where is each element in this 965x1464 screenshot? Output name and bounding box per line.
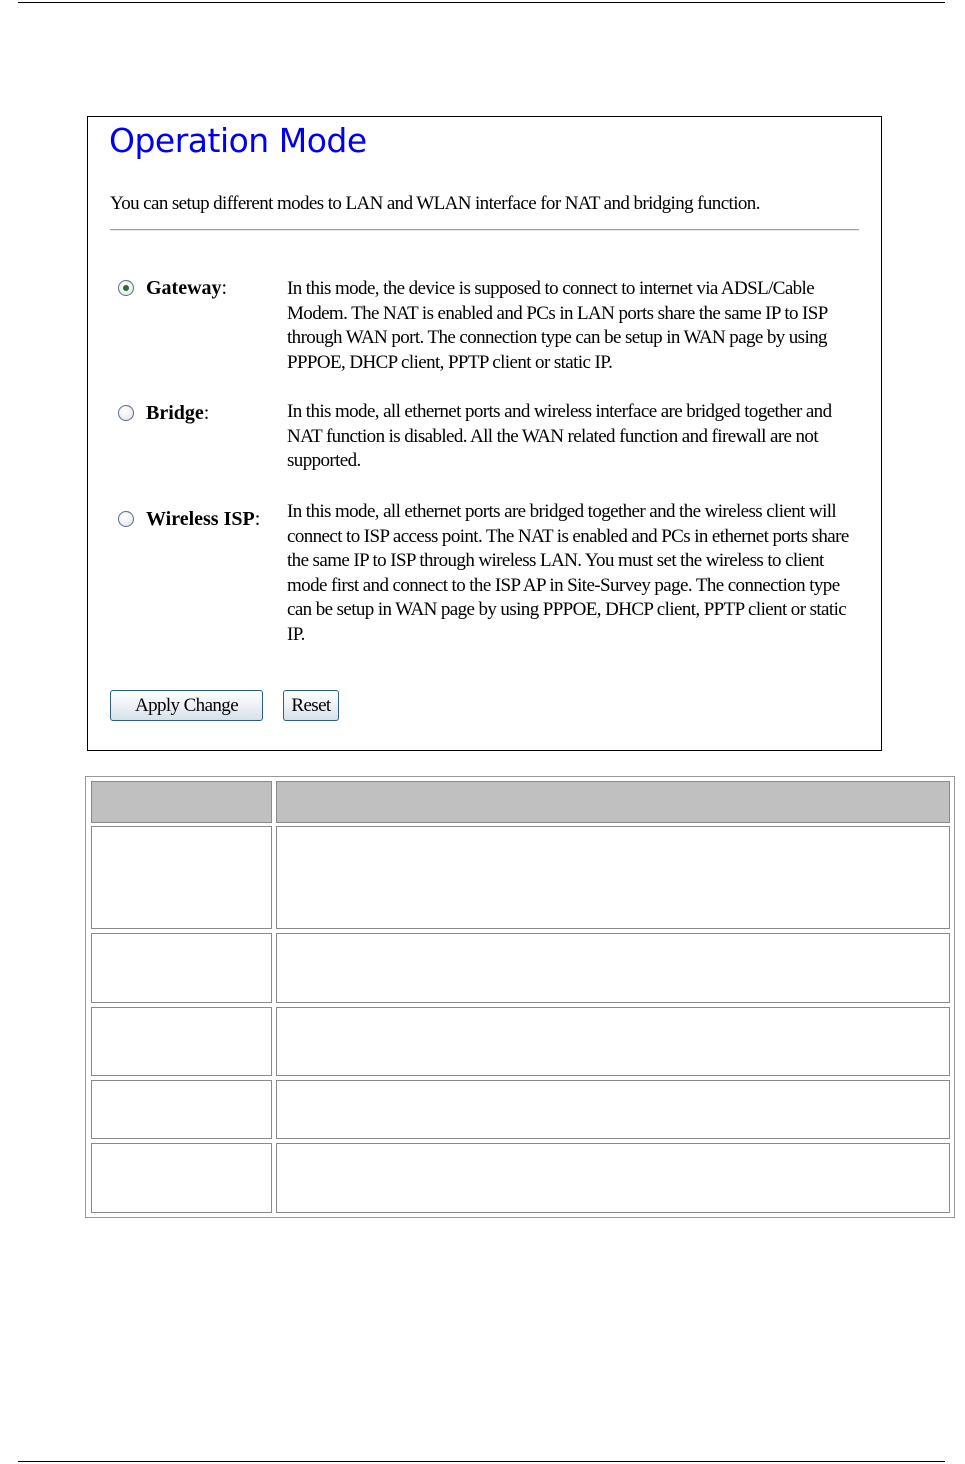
field-description-table (85, 776, 955, 1218)
table-cell-description (276, 826, 950, 929)
bridge-description: In this mode, all ethernet ports and wireless interface are bridged together and NAT function is disabled. All the WAN related function and firewall are not supported. (287, 401, 832, 471)
table-header-field (91, 781, 272, 823)
operation-mode-screenshot (87, 116, 882, 751)
wireless-isp-description: In this mode, all ethernet ports are bridged together and the wireless client will connect to ISP access point. The NAT is enabled and PCs in ethernet ports share the same IP to ISP through wireless LAN. You must set the wireless to client mode first and connect to the ISP AP in Site-Survey page. The connection type can be setup in WAN page by using PPPOE, DHCP client, PPTP client or static IP. (287, 501, 849, 645)
table-cell-description (276, 1080, 950, 1139)
table-header-description (276, 781, 950, 823)
page-bottom-rule (18, 1461, 945, 1462)
gateway-option[interactable] (118, 275, 298, 301)
page-top-rule (18, 2, 945, 3)
wireless-isp-radio[interactable] (118, 511, 134, 527)
table-cell-description (276, 1007, 950, 1076)
gateway-radio[interactable] (118, 280, 134, 296)
table-cell-field (91, 933, 272, 1003)
wireless-isp-label[interactable]: Wireless ISP: (146, 507, 261, 530)
table-cell-description (276, 933, 950, 1003)
page-title: Operation Mode (109, 121, 367, 160)
table-cell-description (276, 1143, 950, 1213)
gateway-label[interactable]: Gateway: (146, 276, 228, 299)
reset-button[interactable]: Reset (283, 690, 339, 721)
gateway-description: In this mode, the device is supposed to connect to internet via ADSL/Cable Modem. The NAT is enabled and PCs in LAN ports share the same IP to ISP through WAN port. The connection type can be setup in WAN page by using PPPOE, DHCP client, PPTP client or static IP. (287, 278, 828, 373)
apply-change-button[interactable]: Apply Change (110, 690, 263, 721)
intro-text: You can setup different modes to LAN and WLAN interface for NAT and bridging function. (110, 193, 760, 214)
table-cell-field (91, 1143, 272, 1213)
wireless-isp-option[interactable] (118, 506, 298, 532)
table-cell-field (91, 1007, 272, 1076)
bridge-radio[interactable] (118, 405, 134, 421)
table-cell-field (91, 826, 272, 929)
table-cell-field (91, 1080, 272, 1139)
bridge-option[interactable] (118, 400, 298, 426)
divider (110, 229, 859, 231)
bridge-label[interactable]: Bridge: (146, 401, 210, 424)
